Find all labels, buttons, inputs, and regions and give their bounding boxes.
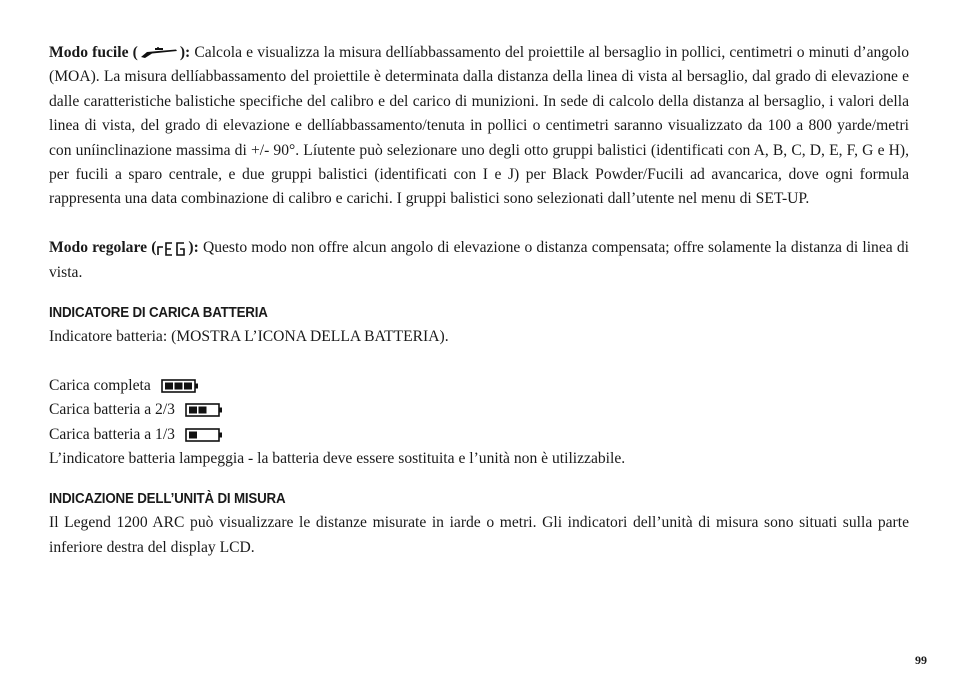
units-section-heading: INDICAZIONE DELL’UNITÀ DI MISURA	[49, 491, 286, 508]
battery-one-third-icon	[185, 428, 223, 442]
battery-level-two-thirds	[49, 398, 909, 422]
battery-level-label: Carica batteria a 1/3	[49, 425, 175, 443]
battery-level-label: Carica completa	[49, 377, 151, 395]
reg-lcd-icon	[156, 241, 188, 257]
battery-level-full	[49, 374, 909, 398]
page-number: 99	[915, 653, 927, 667]
page-content	[49, 41, 909, 560]
regular-mode-paragraph: Modo regolare ( ): Questo modo non offre alcun angolo di elevazione o distanza compensata; offre solamente la distanza di linea di vista.	[49, 239, 910, 281]
rifle-mode-text: Calcola e visualizza la misura dellíabbassamento del proiettile al bersaglio in pollici, centimetri o minuti d’angolo (MOA). La misura dellíabbassamento del proiettile è determinata dalla distanza della linea di vista al bersaglio, dal grado di elevazione e dalle caratteristiche balistiche specifiche del calibro e del carico di munizioni. In sede di calcolo della distanza al bersaglio, i valori della linea di vista, del grado di elevazione e dellíabbassamento/tenuta in pollici o centimetri saranno visualizzato da 100 a 800 yarde/metri con uníinclinazione massima di +/- 90°. Líutente può selezionare uno degli otto gruppi balistici (identificati con A, B, C, D, E, F, G e H), per fucili a sparo centrale, e due gruppi balistici (identificati con I e J) per Black Powder/Fucili ad avancarica, dove ogni formula rappresenta una data combinazione di calibro e carichi. I gruppi balistici sono selezionati dall’utente nel menu di SET-UP.	[49, 44, 910, 208]
battery-warning: L’indicatore batteria lampeggia - la batteria deve essere sostituita e l’unità non è utilizzabile.	[49, 450, 626, 468]
regular-mode-title: Modo regolare	[49, 239, 148, 257]
battery-section-heading: INDICATORE DI CARICA BATTERIA	[49, 305, 268, 322]
rifle-mode-paragraph: Modo fucile ( ): Calcola e visualizza la misura dellíabbassamento del proiettile al bersaglio in pollici, centimetri o minuti d’angolo (MOA). La misura dellíabbassamento del proiettile è determinata dalla distanza della linea di vista al bersaglio, dal grado di elevazione e dalle caratteristiche balistiche specifiche del calibro e del carico di munizioni. In sede di calcolo della distanza al bersaglio, i valori della linea di vista, del grado di elevazione e dellíabbassamento/tenuta in pollici o centimetri saranno visualizzato da 100 a 800 yarde/metri con uníinclinazione massima di +/- 90°. Líutente può selezionare uno degli otto gruppi balistici (identificati con A, B, C, D, E, F, G e H), per fucili a sparo centrale, e due gruppi balistici (identificati con I e J) per Black Powder/Fucili ad avancarica, dove ogni formula rappresenta una data combinazione di calibro e carichi. I gruppi balistici sono selezionati dall’utente nel menu di SET-UP.	[49, 44, 910, 208]
units-text: Il Legend 1200 ARC può visualizzare le distanze misurate in iarde o metri. Gli indicatori dell’unità di misura sono situati sulla parte inferiore destra del display LCD.	[49, 514, 909, 556]
rifle-icon	[138, 46, 180, 60]
battery-intro: Indicatore batteria: (MOSTRA L’ICONA DELLA BATTERIA).	[49, 328, 449, 346]
battery-level-label: Carica batteria a 2/3	[49, 401, 175, 419]
rifle-mode-title: Modo fucile	[49, 44, 129, 61]
battery-level-one-third	[49, 423, 909, 447]
battery-full-icon	[161, 379, 199, 393]
battery-two-thirds-icon	[185, 403, 223, 417]
regular-mode-text: Questo modo non offre alcun angolo di elevazione o distanza compensata; offre solamente la distanza di linea di vista.	[49, 239, 910, 281]
